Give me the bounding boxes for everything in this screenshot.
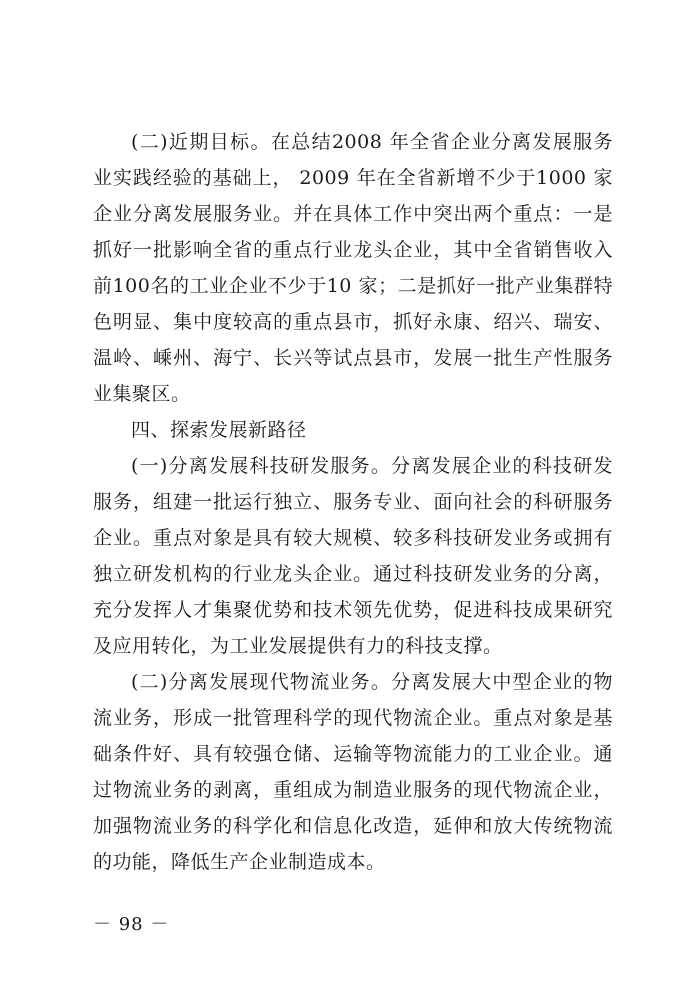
page-number: － 98 － bbox=[93, 914, 170, 935]
section-heading-new-paths: 四、探索发展新路径 bbox=[131, 419, 307, 441]
paragraph-tech-rd-services: (一)分离发展科技研发服务。分离发展企业的科技研发服务，组建一批运行独立、服务专业、面向社会的科研服务企业。重点对象是具有较大规模、较多科技研发业务或拥有独立研发机构的行业龙头企业。通过科技研发业务的分离，充分发挥人才集聚优势和技术领先优势，促进科技成果研究及应用转化，为工业发展提供有力的科技支撑。 bbox=[93, 455, 613, 657]
paragraph-modern-logistics: (二)分离发展现代物流业务。分离发展大中型企业的物流业务，形成一批管理科学的现代物流企业。重点对象是基础条件好、具有较强仓储、运输等物流能力的工业企业。通过物流业务的剥离，重组成为制造业服务的现代物流企业，加强物流业务的科学化和信息化改造，延伸和放大传统物流的功能，降低生产企业制造成本。 bbox=[93, 671, 613, 873]
paragraph-near-term-goals: (二)近期目标。在总结2008 年全省企业分离发展服务业实践经验的基础上， 2009 年在全省新增不少于1000 家企业分离发展服务业。并在具体工作中突出两个重点：一是抓好一批影响全省的重点行业龙头企业，其中全省销售收入前100名的工业企业不少于10 家；二是抓好一批产业集群特色明显、集中度较高的重点县市，抓好永康、绍兴、瑞安、温岭、嵊州、海宁、长兴等试点县市，发展一批生产性服务业集聚区。 bbox=[93, 131, 613, 405]
document-body bbox=[93, 124, 613, 880]
